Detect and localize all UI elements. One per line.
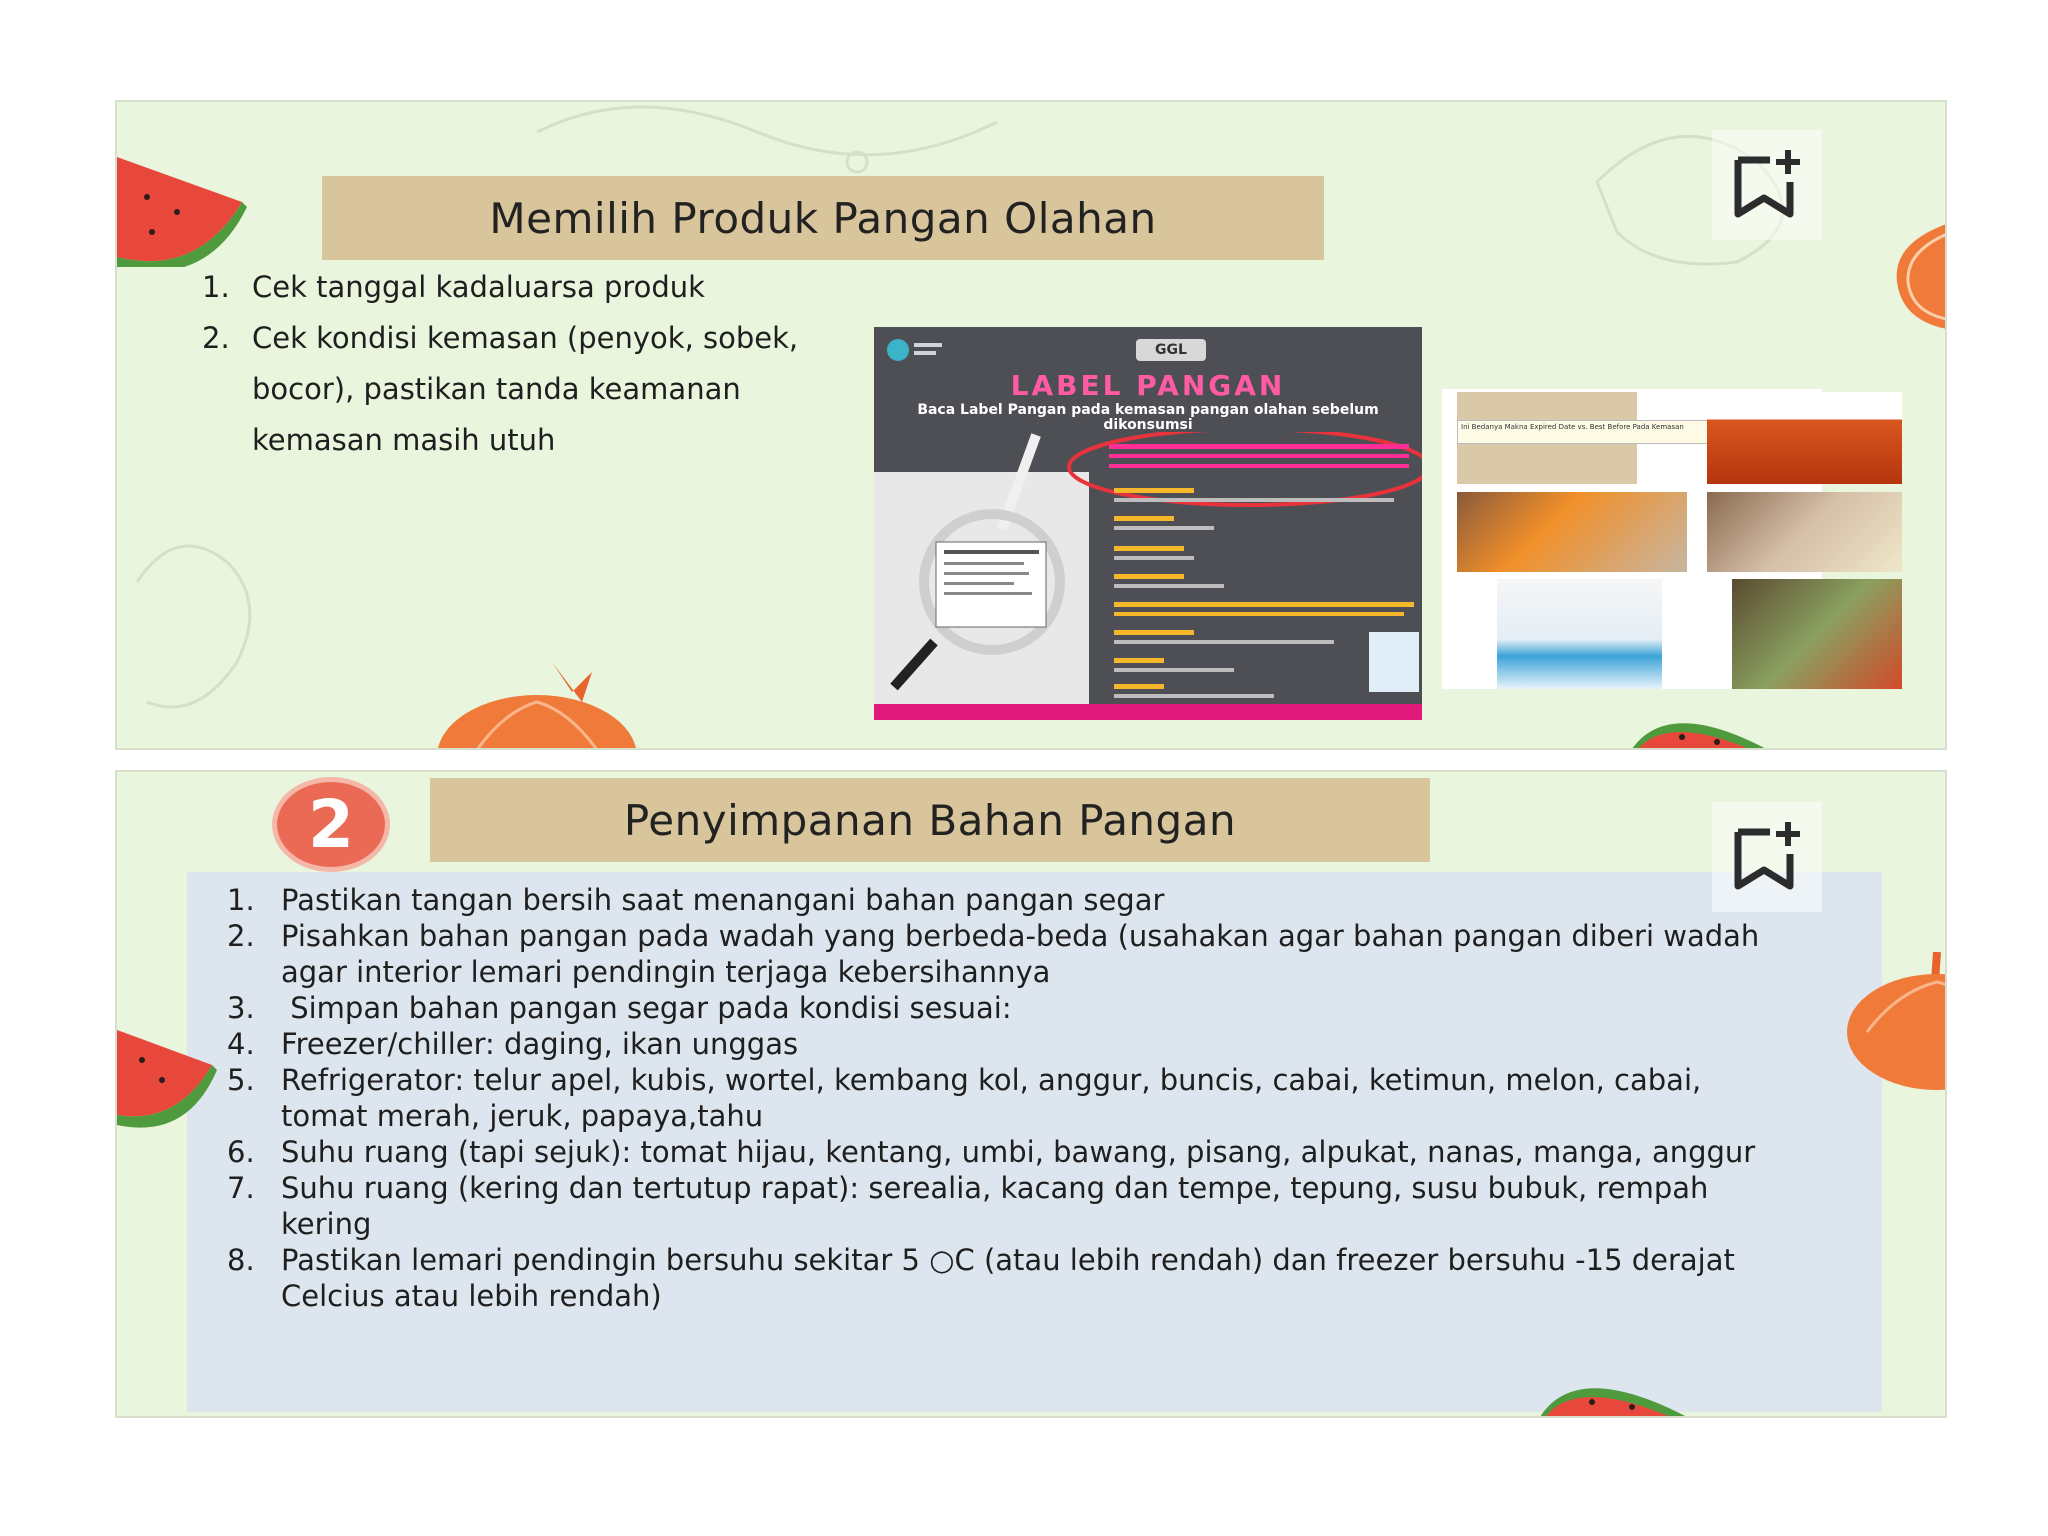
bookmark-button[interactable] [1712,130,1822,240]
torn-package-photo [1707,492,1902,572]
slide-penyimpanan [115,770,1947,1418]
poster-footer [874,704,1422,720]
list-item [227,990,1867,1026]
list-item-number: 8. [227,1243,255,1277]
watermelon-slice-icon [1622,697,1772,750]
list-item-number: 5. [227,1063,255,1097]
list-item [227,1242,1867,1314]
list-item-text: Pastikan tangan bersih saat menangani bahan pangan segar [281,883,1165,917]
poster-badge: GGL [1136,339,1206,361]
list-item [202,262,842,313]
photo-caption: Ini Bedanya Makna Expired Date vs. Best Before Pada Kemasan [1457,420,1817,444]
slide-title-box [322,176,1324,260]
list-item-text: Suhu ruang (tapi sejuk): tomat hijau, kentang, umbi, bawang, pisang, alpukat, nanas, manga, anggur [281,1135,1756,1169]
dented-box-photo [1457,492,1687,572]
list-item-number: 3. [227,991,255,1025]
packaging-photo-collage [1442,389,1822,689]
slide-memilih-produk [115,100,1947,750]
slide-title: Penyimpanan Bahan Pangan [623,795,1237,845]
watermelon-slice-icon [117,1030,217,1130]
list-item-text: Pisahkan bahan pangan pada wadah yang berbeda-beda (usahakan agar bahan pangan diberi wadah agar interior lemari pendingin terjaga kebersihannya [281,919,1760,989]
list-item [202,313,842,466]
list-item [227,918,1867,990]
list-item [227,1062,1867,1134]
orange-slice-icon [1892,222,1947,332]
list-item [227,882,1867,918]
section-number-badge: 2 [272,777,390,872]
storage-checklist [227,882,1867,1314]
list-item-text: Pastikan lemari pendingin bersuhu sekitar 5 ○C (atau lebih rendah) dan freezer bersuhu -15 derajat Celcius atau lebih rendah) [281,1243,1735,1313]
poster-illustration [874,432,1422,704]
list-item-text: Simpan bahan pangan segar pada kondisi sesuai: [281,991,1012,1025]
ministry-logo-icon [884,335,944,365]
list-item [227,1170,1867,1242]
list-item-number: 2. [202,321,230,355]
list-item-text: Refrigerator: telur apel, kubis, wortel, kembang kol, anggur, buncis, cabai, ketimun, melon, cabai, tomat merah, jeruk, papaya,tahu [281,1063,1702,1133]
list-item-number: 4. [227,1027,255,1061]
list-item-text: Freezer/chiller: daging, ikan unggas [281,1027,799,1061]
list-item-text: Cek kondisi kemasan (penyok, sobek, bocor), pastikan tanda keamanan kemasan masih utuh [252,321,799,457]
list-item-number: 7. [227,1171,255,1205]
bookmark-add-icon [1730,148,1804,222]
onion-icon [432,662,642,750]
expiry-lid-photo [1457,392,1684,484]
label-pangan-poster [874,327,1422,720]
watermelon-slice-icon [1532,1362,1687,1418]
list-item-number: 2. [227,919,255,953]
list-item-number: 1. [202,270,230,304]
poster-subtitle: Baca Label Pangan pada kemasan pangan olahan sebelum dikonsumsi [917,402,1379,433]
watermelon-slice-icon [117,157,247,267]
list-item-text: Cek tanggal kadaluarsa produk [252,270,705,304]
bottle-cap-photo [1497,579,1662,689]
list-item [227,1134,1867,1170]
list-item [227,1026,1867,1062]
poster-title: LABEL PANGAN [1010,369,1286,402]
list-item-number: 6. [227,1135,255,1169]
leaking-package-photo [1732,579,1902,689]
label-date-photo [1707,392,1902,484]
slide-title: Memilih Produk Pangan Olahan [489,193,1157,243]
selection-checklist [202,262,842,466]
slide-title-box [430,778,1430,862]
list-item-number: 1. [227,883,255,917]
list-item-text: Suhu ruang (kering dan tertutup rapat): serealia, kacang dan tempe, tepung, susu bubuk, rempah kering [281,1171,1709,1241]
